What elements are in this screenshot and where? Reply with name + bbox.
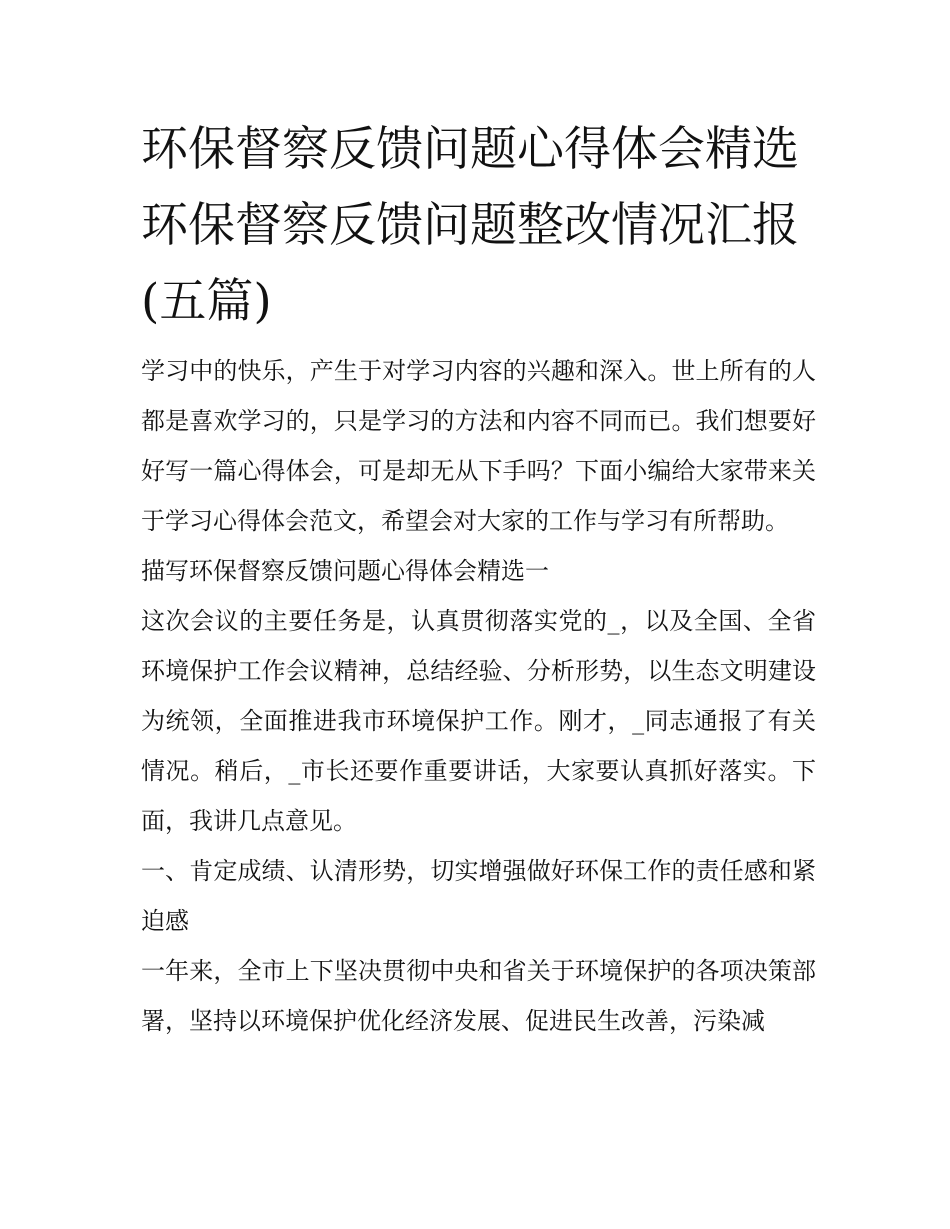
- body-paragraph: 一年来，全市上下坚决贯彻中央和省关于环境保护的各项决策部署，坚持以环境保护优化经济发展、促进民生改善，污染减: [141, 957, 816, 1035]
- intro-paragraph: 学习中的快乐，产生于对学习内容的兴趣和深入。世上所有的人都是喜欢学习的，只是学习的方法和内容不同而已。我们想要好好写一篇心得体会，可是却无从下手吗？下面小编给大家带来关于学习心得体会范文，希望会对大家的工作与学习有所帮助。: [141, 357, 816, 535]
- document-page: [141, 112, 816, 1046]
- subsection-heading: 一、肯定成绩、认清形势，切实增强做好环保工作的责任感和紧迫感: [141, 857, 816, 935]
- section-heading: 描写环保督察反馈问题心得体会精选一: [141, 557, 549, 585]
- body-paragraph: 这次会议的主要任务是，认真贯彻落实党的_，以及全国、全省环境保护工作会议精神，总结经验、分析形势，以生态文明建设为统领，全面推进我市环境保护工作。刚才，_同志通报了有关情况。稍后，_市长还要作重要讲话，大家要认真抓好落实。下面，我讲几点意见。: [141, 607, 816, 835]
- document-title: 环保督察反馈问题心得体会精选 环保督察反馈问题整改情况汇报(五篇): [141, 122, 799, 329]
